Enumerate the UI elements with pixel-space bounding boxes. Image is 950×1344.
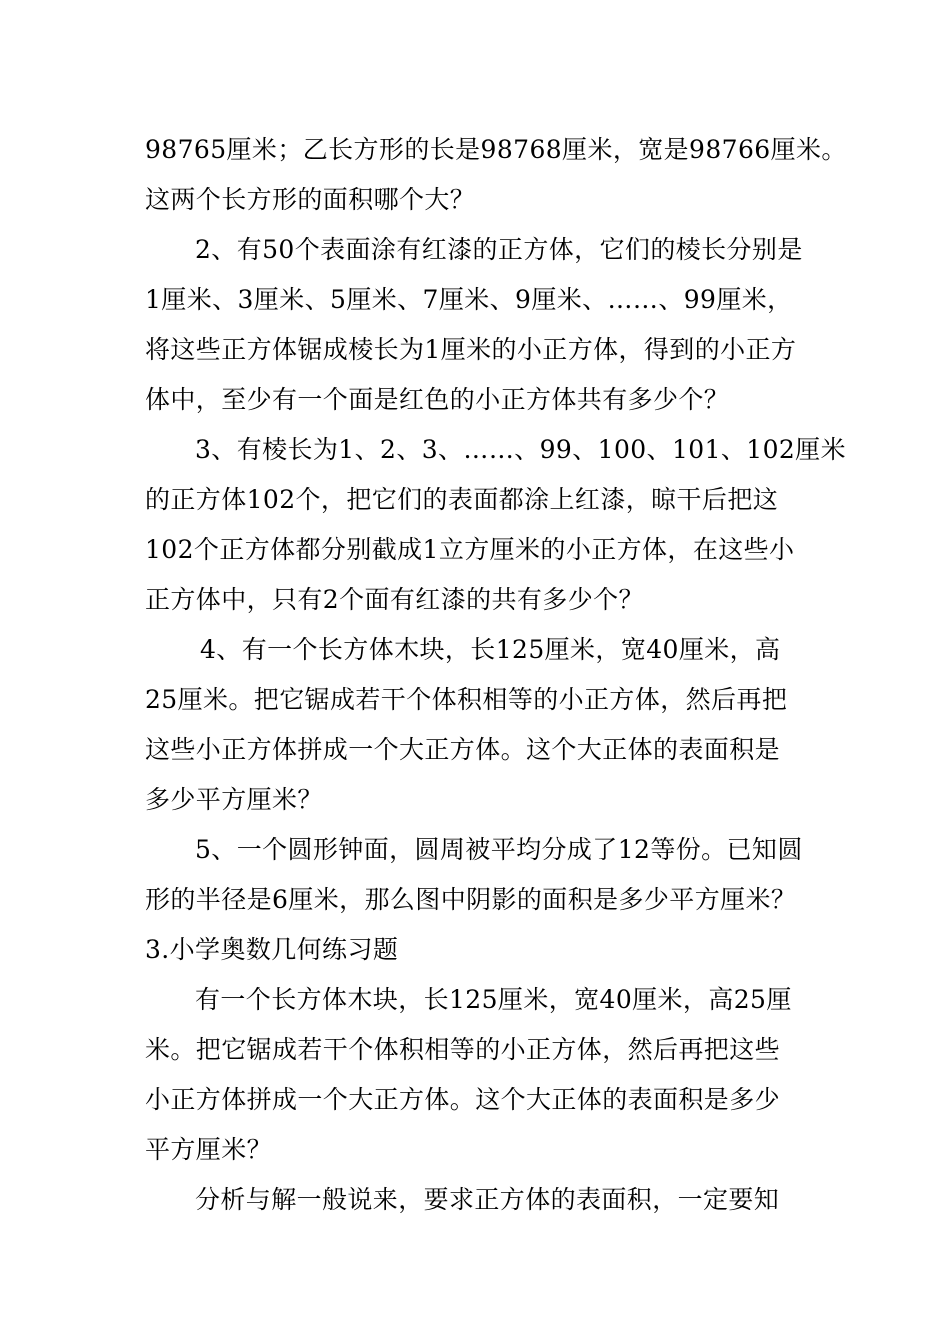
text-line: 体中，至少有一个面是红色的小正方体共有多少个？ (145, 385, 730, 414)
text-line: 多少平方厘米？ (145, 785, 323, 814)
text-line: 这两个长方形的面积哪个大？ (145, 185, 476, 214)
text-line: 这些小正方体拼成一个大正方体。这个大正体的表面积是 (145, 735, 781, 764)
problem-4-start: 4、有一个长方体木块，长125厘米，宽40厘米，高 (200, 635, 781, 664)
section-heading: 3.小学奥数几何练习题 (145, 935, 399, 964)
text-line: 将这些正方体锯成棱长为1厘米的小正方体，得到的小正方 (145, 335, 797, 364)
paragraph-start: 有一个长方体木块，长125厘米，宽40厘米，高25厘 (195, 985, 792, 1014)
text-line: 小正方体拼成一个大正方体。这个大正体的表面积是多少 (145, 1085, 781, 1114)
text-line: 形的半径是6厘米，那么图中阴影的面积是多少平方厘米？ (145, 885, 797, 914)
text-line: 的正方体102个，把它们的表面都涂上红漆，晾干后把这 (145, 485, 779, 514)
text-line: 25厘米。把它锯成若干个体积相等的小正方体，然后再把 (145, 685, 788, 714)
problem-3-start: 3、有棱长为1、2、3、……、99、100、101、102厘米 (195, 435, 846, 464)
text-line: 平方厘米？ (145, 1135, 273, 1164)
problem-5-start: 5、一个圆形钟面，圆周被平均分成了12等份。已知圆 (195, 835, 803, 864)
text-line: 1厘米、3厘米、5厘米、7厘米、9厘米、……、99厘米， (145, 285, 793, 314)
text-line: 米。把它锯成若干个体积相等的小正方体，然后再把这些 (145, 1035, 781, 1064)
problem-2-start: 2、有50个表面涂有红漆的正方体，它们的棱长分别是 (195, 235, 803, 264)
text-line: 102个正方体都分别截成1立方厘米的小正方体，在这些小 (145, 535, 795, 564)
text-line: 98765厘米；乙长方形的长是98768厘米，宽是98766厘米。 (145, 135, 847, 164)
paragraph-start: 分析与解一般说来，要求正方体的表面积，一定要知 (195, 1185, 780, 1214)
text-line: 正方体中，只有2个面有红漆的共有多少个？ (145, 585, 644, 614)
